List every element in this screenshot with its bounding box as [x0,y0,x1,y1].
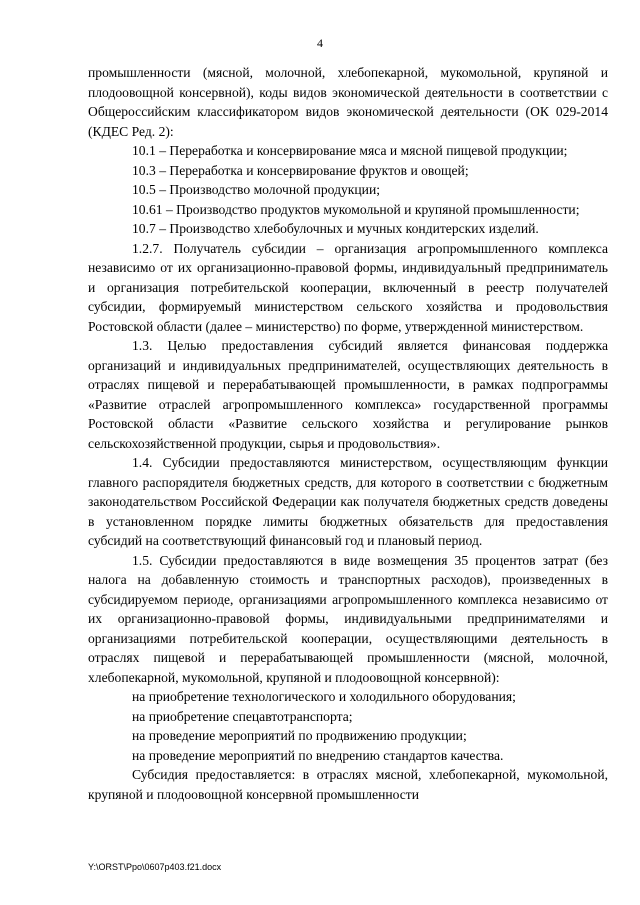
okved-code-10-61: 10.61 – Производство продуктов мукомольной и крупяной промышленности; [132,201,580,217]
paragraph-1-5: 1.5. Субсидии предоставляются в виде возмещения 35 процентов затрат (без налога на добавленную стоимость и транспортных расходов), произведенных в субсидируемом периоде, организациями агропромышленного комплекса независимо от их организационно-правовой формы, индивидуальными предпринимателями и организациями потребительской кооперации, осуществляющими деятельность в отраслях пищевой и перерабатывающей промышленности (мясной, молочной, хлебопекарной, мукомольной, крупяной и плодоовощной консервной): [88,552,608,685]
okved-code-10-3: 10.3 – Переработка и консервирование фруктов и овощей; [132,162,469,178]
page-number: 4 [317,36,323,50]
okved-code-10-1: 10.1 – Переработка и консервирование мяса и мясной пищевой продукции; [132,143,568,158]
list-item-equipment: на приобретение технологического и холодильного оборудования; [132,689,516,704]
paragraph-subsidy-provided: Субсидия предоставляется: в отраслях мясной, хлебопекарной, мукомольной, крупяной и плодоовощной консервной промышленности [88,767,608,802]
paragraph-1-2-7: 1.2.7. Получатель субсидии – организация агропромышленного комплекса независимо от их организационно-правовой формы, индивидуальный предприниматель и организация потребительской кооперации, включенный в реестр получателей субсидии, формируемый министерством сельского хозяйства и продовольствия Ростовской области (далее – министерство) по форме, утвержденной министерством. [88,240,608,334]
okved-code-10-7: 10.7 – Производство хлебобулочных и мучных кондитерских изделий. [132,221,539,236]
okved-code-10-5: 10.5 – Производство молочной продукции; [132,182,381,197]
paragraph-intro: промышленности (мясной, молочной, хлебопекарной, мукомольной, крупяной и плодоовощной консервной), коды видов экономической деятельности в соответствии с Общероссийским классификатором видов экономической деятельности (ОК 029-2014 (КДЕС Ред. 2): [88,65,608,139]
list-item-special-vehicles: на приобретение спецавтотранспорта; [132,708,353,724]
footer-file-path: Y:\ORST\Ppo\0607p403.f21.docx [88,862,222,872]
paragraph-1-4: 1.4. Субсидии предоставляются министерством, осуществляющим функции главного распорядителя бюджетных средств, для которого в соответствии с бюджетным законодательством Российской Федерации как получателя бюджетных средств доведены в установленном порядке лимиты бюджетных обязательств для предоставления субсидий на соответствующий финансовый год и плановый период. [88,455,608,548]
paragraph-1-3: 1.3. Целью предоставления субсидий является финансовая поддержка организаций и индивидуальных предпринимателей, осуществляющих деятельность в отраслях пищевой и перерабатывающей промышленности, в рамках подпрограммы «Развитие отраслей агропромышленного комплекса» государственной программы Ростовской области «Развитие сельского хозяйства и регулирование рынков сельскохозяйственной продукции, сырья и продовольствия». [88,338,608,451]
document-body [88,63,608,804]
list-item-quality-standards: на проведение мероприятий по внедрению стандартов качества. [132,747,504,763]
list-item-promotion: на проведение мероприятий по продвижению продукции; [132,728,467,743]
